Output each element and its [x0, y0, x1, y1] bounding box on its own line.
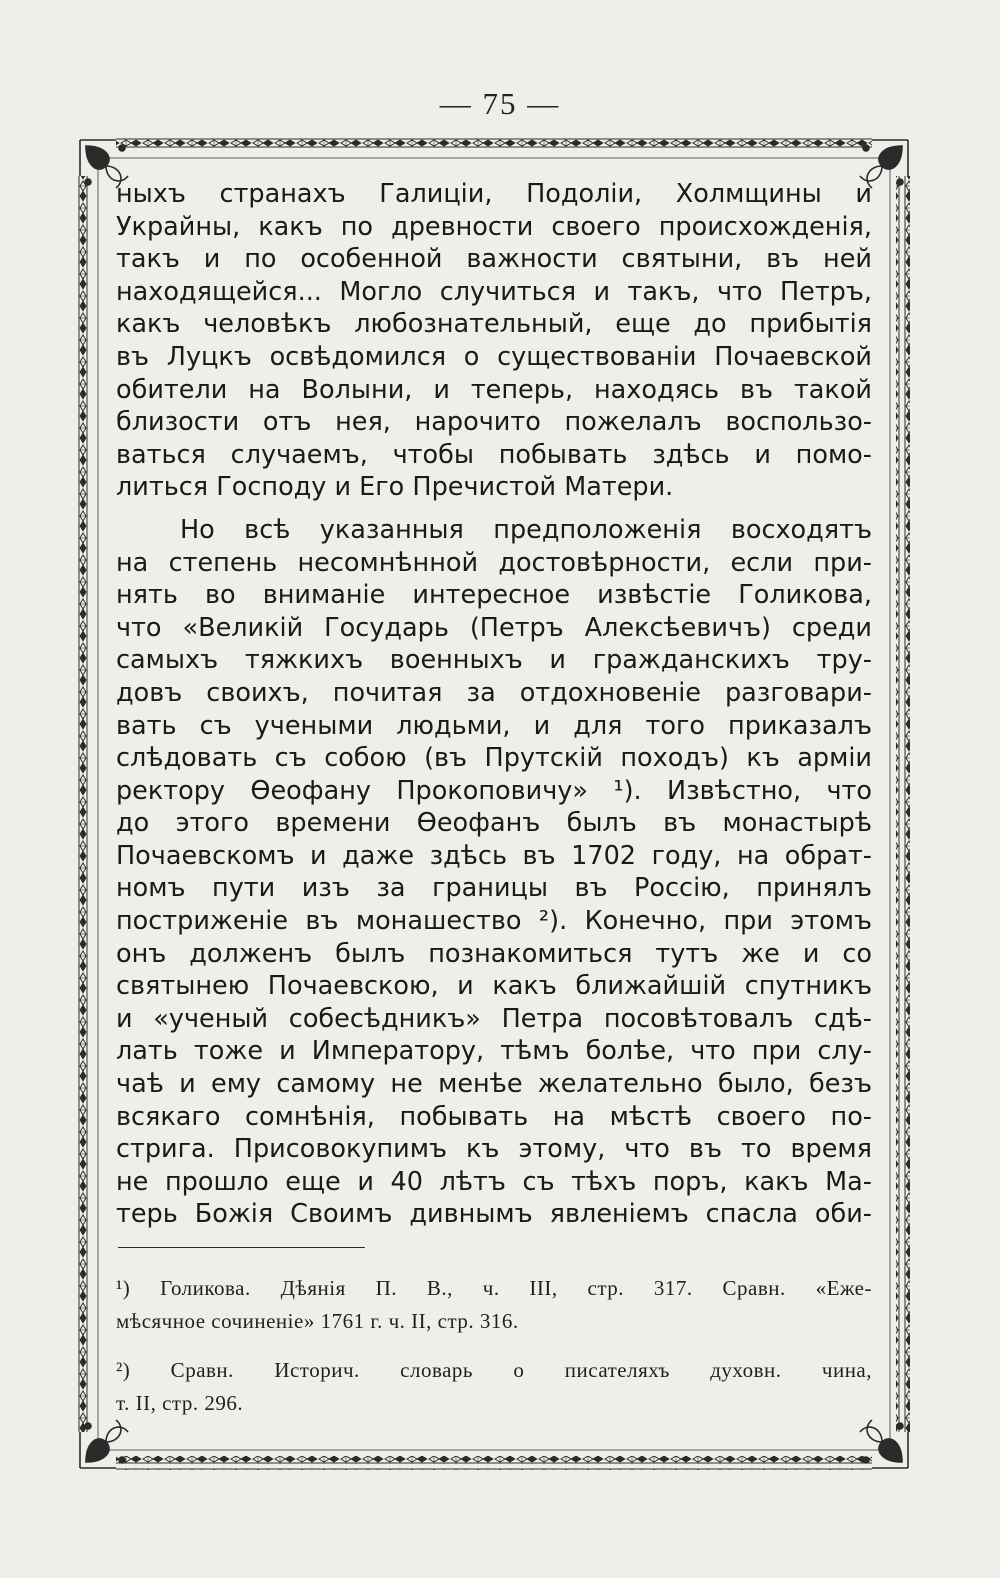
footnote-line: т. II, стр. 296.	[116, 1391, 244, 1415]
text-line: ныхъ странахъ Галиціи, Подоліи, Холмщины и	[116, 179, 872, 209]
text-line: и «ученый собесѣдникъ» Петра посовѣтовалъ сдѣ-	[116, 1003, 872, 1034]
corner-ornament-bottom-left	[80, 1420, 128, 1468]
text-line: самыхъ тяжкихъ военныхъ и гражданскихъ тру-	[116, 645, 872, 676]
text-line: онъ долженъ былъ познакомиться тутъ же и со	[116, 938, 872, 969]
text-line: не прошло еще и 40 лѣтъ съ тѣхъ поръ, какъ Ма-	[116, 1166, 872, 1197]
text-line: что «Великій Государь (Петръ Алексѣевичъ) среди	[116, 612, 872, 643]
text-line: номъ пути изъ за границы въ Россію, принялъ	[116, 873, 872, 904]
text-line: въ Луцкъ освѣдомился о существованіи Почаевской	[116, 341, 872, 372]
paragraph	[116, 514, 872, 1231]
text-line: находящейся... Могло случиться и такъ, что Петръ,	[116, 276, 872, 307]
paragraph-gap	[116, 504, 872, 514]
text-line: чаѣ и ему самому не менѣе желательно было, безъ	[116, 1069, 872, 1100]
text-line: на степень несомнѣнной достовѣрности, если при-	[116, 547, 872, 578]
footnote-line: ¹) Голикова. Дѣянія П. В., ч. III, стр. 317. Сравн. «Еже-	[116, 1276, 872, 1300]
text-line: довъ своихъ, почитая за отдохновеніе разговари-	[116, 677, 872, 708]
footnote	[116, 1354, 872, 1420]
text-line: всякаго сомнѣнія, побывать на мѣстѣ своего по-	[116, 1101, 872, 1132]
corner-ornament-bottom-right	[860, 1420, 908, 1468]
footnote-line: мѣсячное сочиненіе» 1761 г. ч. II, стр. 316.	[116, 1309, 519, 1333]
text-line: близости отъ нея, нарочито пожелалъ воспользо-	[116, 407, 872, 438]
text-line: ректору Ѳеофану Прокоповичу» ¹). Извѣстно, что	[116, 775, 872, 806]
text-line: Почаевскомъ и даже здѣсь въ 1702 году, на обрат-	[116, 840, 872, 871]
text-line: Украйны, какъ по древности своего происхожденія,	[116, 211, 872, 242]
text-line: обители на Волыни, и теперь, находясь въ такой	[116, 374, 872, 405]
text-line: литься Господу и Его Пречистой Матери.	[116, 472, 674, 503]
text-line: слѣдовать съ собою (въ Прутскій походъ) къ арміи	[116, 743, 872, 774]
text-line: какъ человѣкъ любознательный, еще до прибытія	[116, 309, 872, 340]
page-number: — 75 —	[439, 86, 561, 121]
footnote-gap	[116, 1338, 872, 1354]
text-line: постриженіе въ монашество ²). Конечно, при этомъ	[116, 906, 872, 937]
footnote-divider	[118, 1247, 365, 1248]
footnote	[116, 1272, 872, 1338]
text-line: терь Божія Своимъ дивнымъ явленіемъ спасла оби-	[116, 1199, 872, 1230]
paragraph	[116, 178, 872, 504]
text-line: ваться случаемъ, чтобы побывать здѣсь и помо-	[116, 439, 872, 470]
text-line: такъ и по особенной важности святыни, въ ней	[116, 244, 872, 275]
footnote-line: ²) Сравн. Историч. словарь о писателяхъ духовн. чина,	[116, 1358, 872, 1382]
text-line: лать тоже и Императору, тѣмъ болѣе, что при слу-	[116, 1036, 872, 1067]
footnotes	[116, 1272, 872, 1420]
text-line: вать съ учеными людьми, и для того приказалъ	[116, 710, 872, 741]
body-text	[116, 178, 872, 1231]
text-line: до этого времени Ѳеофанъ былъ въ монастырѣ	[116, 808, 872, 839]
text-line: Но всѣ указанныя предположенія восходятъ	[180, 514, 872, 545]
text-line: святынею Почаевскою, и какъ ближайшій спутникъ	[116, 971, 872, 1002]
text-line: стрига. Присовокупимъ къ этому, что въ то время	[116, 1134, 872, 1165]
text-line: нять во вниманіе интересное извѣстіе Голикова,	[116, 580, 872, 611]
